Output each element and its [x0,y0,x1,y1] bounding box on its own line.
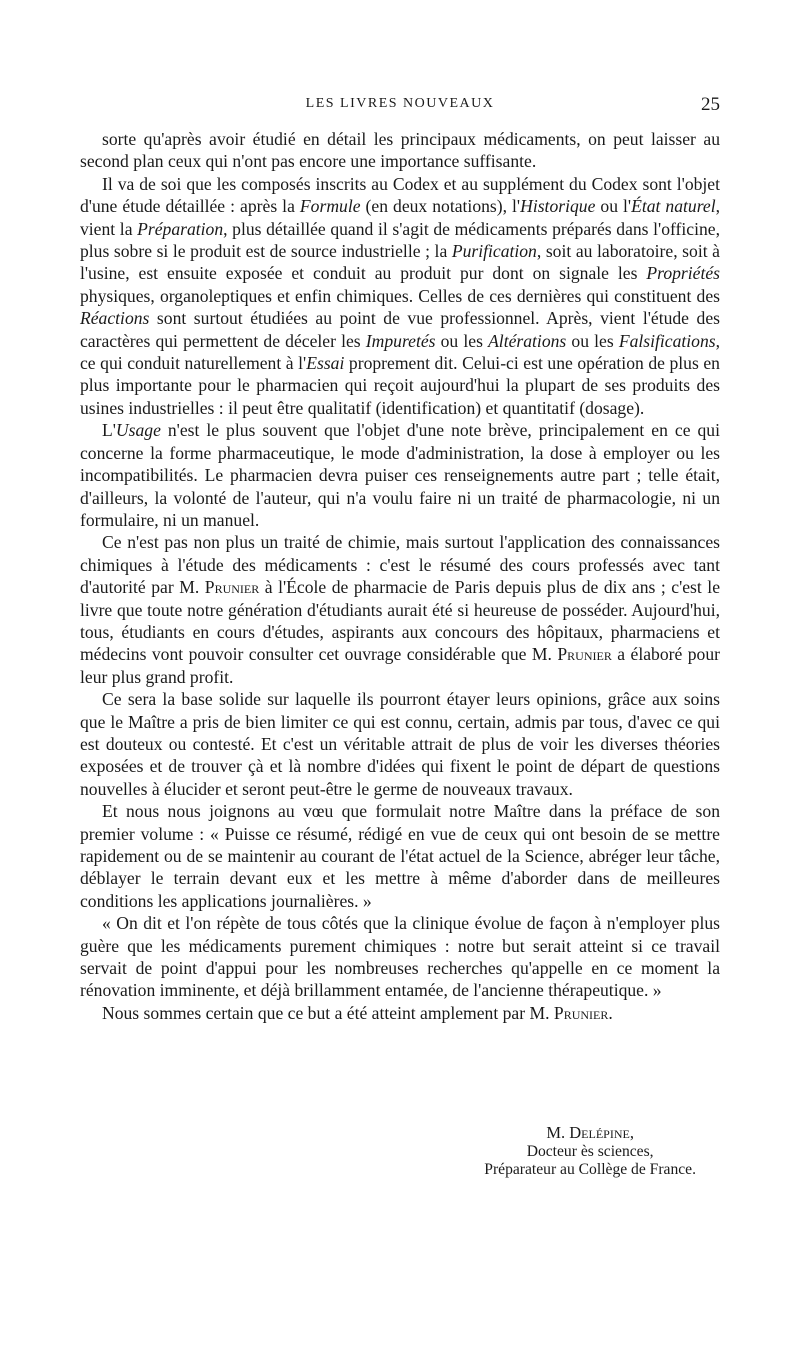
paragraph [80,531,720,688]
signature-block [484,1124,696,1180]
paragraph [80,173,720,419]
text-run: a élaboré pour leur plus grand profit. [80,644,720,687]
text-run: physiques, organoleptiques et enfin chimiques. Celles de ces dernières qui constituent des [80,285,720,306]
italic-term: Usage [115,420,161,441]
text-run: , plus détaillée quand il s'agit de médicaments préparés dans l'officine, plus sobre si le produit est de source industrielle ; la [80,218,720,262]
italic-term: Préparation [137,218,224,239]
text-run: ou les [435,330,489,351]
text-run: ou les [566,330,619,351]
italic-term: État naturel [631,196,716,217]
text-run: Ce sera la base solide sur laquelle ils pourront étayer leurs opinions, grâce aux soins que le Maître a pris de bien limiter ce qui est connu, certain, admis par tous, d'avec ce qui est douteux ou contesté. Et c'est un véritable attrait de plus de voir les diverses théories exposées et de trouver çà et là nombre d'idées qui fixent le point de départ de questions nouvelles à élucider et seront peut-être le germe de nouveaux travaux. [80,689,720,799]
author-name: M. Delépine, [546,1123,634,1142]
text-run: proprement dit. Celui-ci est une opération de plus en plus importante pour le pharmacien qui reçoit aujourd'hui la plupart de ses produits des usines industrielles : il peut être qualitatif (identification) et quantitatif (dosage). [80,353,720,418]
text-run: à l'École de pharmacie de Paris depuis plus de dix ans ; c'est le livre que toute notre génération d'étudiants aurait été si heureuse de posséder. Aujourd'hui, tous, étudiants en cours d'études, aspirants aux concours des hôpitaux, pharmaciens et médecins vont pouvoir consulter cet ouvrage considérable que M. [80,577,720,665]
paragraph [80,800,720,912]
author-surname: Prunier [557,644,612,665]
italic-term: Altérations [488,330,567,351]
text-run: . [608,1002,613,1023]
text-run: Et nous nous joignons au vœu que formulait notre Maître dans la préface de son premier volume : « Puisse ce résumé, rédigé en vue de ceux qui ont besoin de se mettre rapidement ou de se maintenir au courant de l'état actuel de la Science, abréger leur tâche, déblayer le terrain devant eux et les mettre à même d'aborder dans de meilleures conditions les applications journalières. » [80,801,720,911]
text-run: , vient la [80,196,720,239]
author-surname: Prunier [204,577,260,598]
text-run: , soit au laboratoire, soit à l'usine, est ensuite exposée et conduit au produit pur dont on signale les [80,241,720,284]
text-run: « On dit et l'on répète de tous côtés que la clinique évolue de façon à n'employer plus guère que les médicaments purement chimiques : notre but serait atteint si ce travail servait de point d'appui pour les nombreuses recherches qu'appelle en ce moment la rénovation imminente, et déjà brillamment entamée, de l'ancienne thérapeutique. » [80,913,720,1001]
italic-term: Essai [306,353,345,374]
text-run: n'est le plus souvent que l'objet d'une note brève, principalement en ce qui concerne la forme pharmaceutique, le mode d'administration, la dose à employer ou les incompatibilités. Le pharmacien devra puiser ces renseignements autre part ; telle était, d'ailleurs, la volonté de l'auteur, qui n'a voulu faire ni un traité de pharmacologie, ni un formulaire, ni un manuel. [80,420,720,530]
text-run: Nous sommes certain que ce but a été atteint amplement par M. [102,1002,554,1023]
text-run: , ce qui conduit naturellement à l' [80,330,720,374]
text-run: L' [102,420,116,441]
text-run: ou l' [595,196,632,217]
running-head: LES LIVRES NOUVEAUX [305,96,495,111]
text-run: (en deux notations), l' [360,196,521,217]
text-run: sorte qu'après avoir étudié en détail les principaux médicaments, on peut laisser au second plan ceux qui n'ont pas encore une importance suffisante. [80,129,720,172]
page-header [80,96,720,122]
paragraph [80,688,720,800]
italic-term: Historique [520,196,596,217]
author-title: Docteur ès sciences, [526,1142,654,1160]
italic-term: Purification [451,241,537,262]
text-run: Ce n'est pas non plus un traité de chimie, mais surtout l'application des connaissances chimiques à l'étude des médicaments : c'est le résumé des cours professés avec tant d'autorité par M. [80,532,720,598]
paragraph [80,912,720,1002]
italic-term: Propriétés [646,263,720,284]
text-run: sont surtout étudiées au point de vue professionnel. Après, vient l'étude des caractères qui permettent de déceler les [80,308,720,351]
italic-term: Falsifications [618,330,716,351]
italic-term: Formule [299,196,361,217]
italic-term: Impuretés [365,330,436,351]
italic-term: Réactions [80,308,150,329]
author-affiliation: Préparateur au Collège de France. [484,1161,696,1178]
paragraph [80,419,720,531]
text-run: Il va de soi que les composés inscrits au Codex et au supplément du Codex sont l'objet d'une étude détaillée : après la [80,173,720,217]
author-surname: Prunier [553,1002,609,1023]
paragraph [80,128,720,173]
body-text [80,128,720,1024]
paragraph [80,1002,720,1024]
page-number: 25 [701,94,720,115]
